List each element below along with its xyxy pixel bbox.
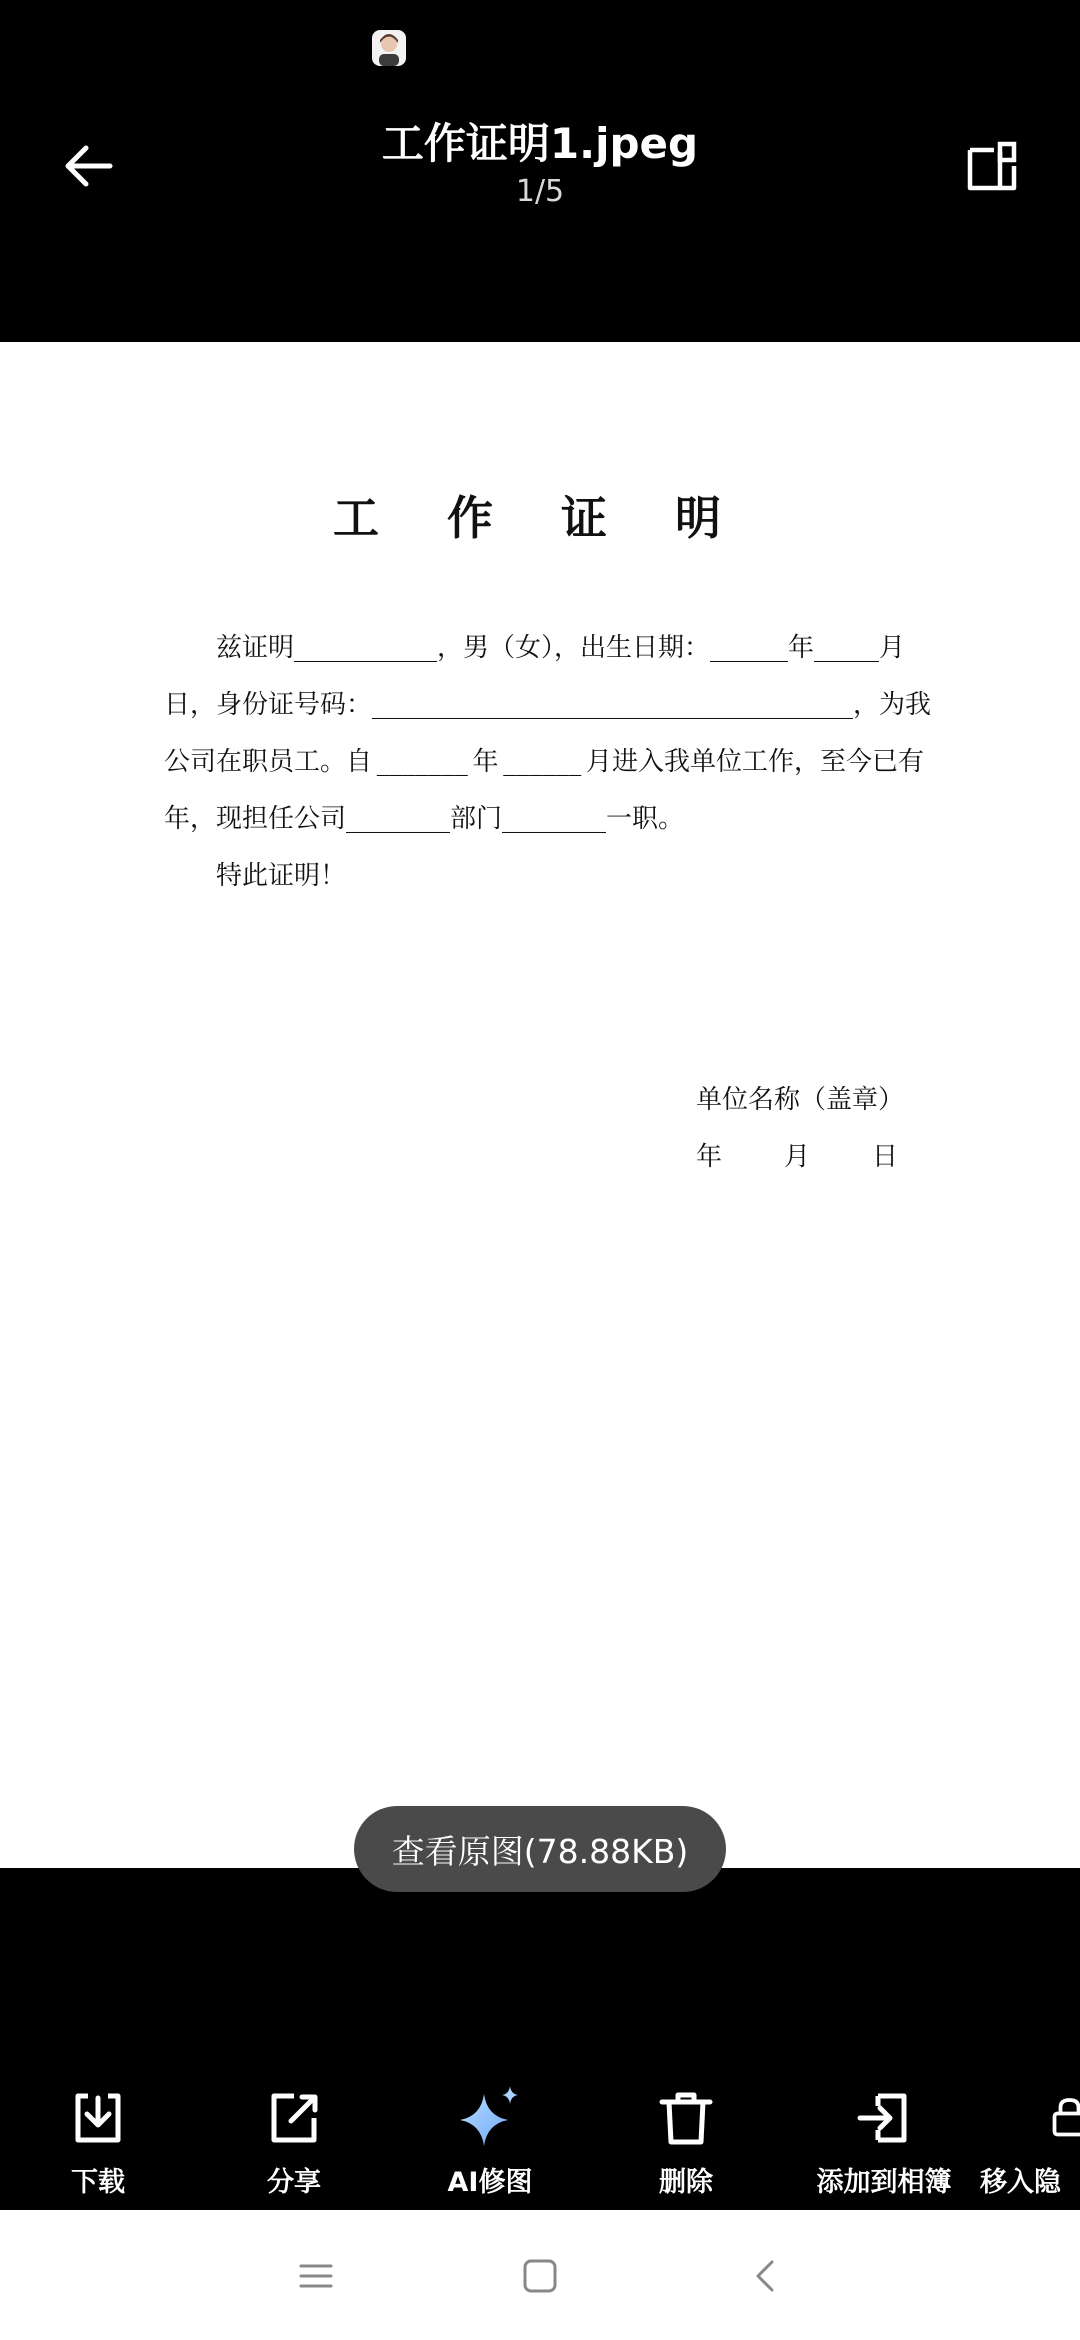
sign-unit: 单位名称（盖章） (696, 1085, 905, 1115)
document-line-1 (164, 620, 924, 677)
view-original-button[interactable]: 查看原图(78.88KB) (354, 1806, 726, 1892)
text-segment: 日，身份证号码： (164, 690, 373, 720)
recents-button[interactable] (286, 2246, 346, 2306)
chevron-left-icon (748, 2258, 784, 2294)
blank-field: _______ (376, 747, 468, 777)
sign-day: 日 (872, 1142, 899, 1172)
blank-field: ________ (502, 804, 607, 834)
blank-field: _____________________________________ (372, 690, 854, 720)
blank-field: ___________ (294, 633, 438, 663)
document-line-3 (164, 734, 924, 791)
sign-month: 月 (784, 1142, 811, 1172)
text-segment: 年 (788, 633, 815, 663)
sign-date (696, 1129, 960, 1186)
share-icon (264, 2088, 324, 2148)
sparkle-icon (454, 2082, 526, 2154)
document-image[interactable] (0, 342, 1080, 1868)
add-to-album-button[interactable] (784, 2078, 984, 2199)
text-segment: 兹证明 (216, 633, 295, 663)
trash-icon (656, 2088, 716, 2148)
blank-field: ________ (346, 804, 451, 834)
system-navigation-bar (0, 2210, 1080, 2340)
text-segment: ，为我 (853, 690, 932, 720)
download-button[interactable] (0, 2078, 198, 2199)
status-bar (0, 0, 1080, 90)
home-square-icon (522, 2258, 558, 2294)
add-to-album-label: 添加到相簿 (816, 2167, 952, 2198)
blank-field: ______ (710, 633, 789, 663)
lock-icon (1050, 2088, 1080, 2148)
info-panel-icon (964, 138, 1020, 194)
home-button[interactable] (510, 2246, 570, 2306)
document-body (164, 620, 932, 905)
share-label: 分享 (267, 2167, 321, 2198)
download-icon (68, 2088, 128, 2148)
back-button[interactable] (52, 130, 124, 202)
page-indicator: 1/5 (515, 174, 565, 209)
text-segment: 月进入我单位工作，至今已有 (585, 747, 924, 777)
move-to-private-button[interactable] (980, 2078, 1080, 2199)
move-to-private-label: 移入隐 (980, 2167, 1061, 2198)
ai-edit-label: AI修图 (447, 2167, 533, 2198)
text-segment: 公司在职员工。自 (164, 747, 373, 777)
details-button[interactable] (956, 130, 1028, 202)
blank-field: _____ (814, 633, 880, 663)
nav-back-button[interactable] (736, 2246, 796, 2306)
viewer-header (0, 90, 1080, 340)
title-block (240, 118, 840, 210)
bottom-toolbar (0, 2050, 1080, 2210)
ai-edit-button[interactable] (390, 2078, 590, 2199)
notification-avatar-icon (372, 30, 406, 66)
document-line-2 (164, 677, 932, 734)
document-title: 工 作 证 明 (332, 491, 748, 545)
text-segment: 一职。 (606, 804, 685, 834)
delete-label: 删除 (659, 2167, 713, 2198)
document-closing: 特此证明！ (216, 861, 347, 891)
arrow-left-icon (60, 138, 116, 194)
sign-year: 年 (696, 1142, 723, 1172)
file-title: 工作证明1.jpeg (381, 119, 699, 168)
menu-icon (298, 2258, 334, 2294)
text-segment: 部门 (450, 804, 503, 834)
delete-button[interactable] (586, 2078, 786, 2199)
text-segment: ，男（女），出生日期： (437, 633, 711, 663)
text-segment: 月 (879, 633, 906, 663)
move-in-icon (854, 2088, 914, 2148)
signature-block (696, 1072, 960, 1186)
text-segment: 年，现担任公司 (164, 804, 347, 834)
document-line-4 (164, 791, 924, 848)
share-button[interactable] (194, 2078, 394, 2199)
download-label: 下载 (71, 2167, 125, 2198)
text-segment: 年 (472, 747, 499, 777)
blank-field: ______ (503, 747, 582, 777)
